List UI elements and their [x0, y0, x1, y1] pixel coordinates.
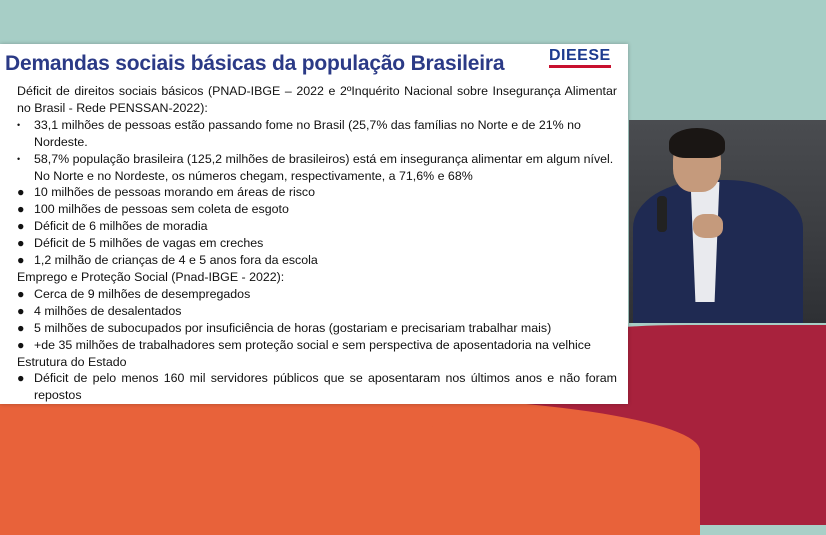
speaker-hair	[669, 128, 725, 158]
list-item: ● 100 milhões de pessoas sem coleta de esgoto	[17, 202, 289, 217]
list-item: ● +de 35 milhões de trabalhadores sem proteção social e sem perspectiva de aposentadoria na velhice	[17, 337, 591, 352]
list-item: ● Déficit de 5 milhões de vagas em creches	[17, 236, 264, 251]
bullet-icon: ●	[17, 320, 25, 335]
section-heading: Estrutura do Estado	[17, 354, 127, 369]
list-item: ● Déficit de 6 milhões de moradia	[17, 219, 208, 234]
list-item: ● 5 milhões de subocupados por insuficiência de horas (gostariam e precisariam trabalhar mais)	[17, 320, 552, 335]
bullet-icon: ●	[17, 202, 25, 217]
microphone-icon	[657, 196, 667, 232]
slide-title: Demandas sociais básicas da população Brasileira	[5, 52, 505, 75]
bullet-icon: •	[17, 153, 21, 164]
bullet-icon: ●	[17, 337, 25, 352]
section-heading: Emprego e Proteção Social (Pnad-IBGE - 2022):	[17, 269, 285, 284]
list-item: ● Cerca de 9 milhões de desempregados	[17, 286, 251, 301]
dieese-logo: DIEESE	[549, 48, 611, 68]
bullet-icon: ●	[17, 236, 25, 251]
bullet-icon: ●	[17, 371, 25, 386]
speaker-video	[629, 120, 826, 323]
slide-content	[17, 83, 617, 404]
list-item: ● 4 milhões de desalentados	[17, 303, 182, 318]
bullet-icon: ●	[17, 185, 25, 200]
list-item: • 58,7% população brasileira (125,2 milhões de brasileiros) está em insegurança alimentar em algum nível. No Norte e no Nordeste, os números chegam, respectivamente, a 71,6% e 68%	[17, 151, 614, 183]
presentation-slide	[0, 44, 628, 404]
bullet-icon: ●	[17, 219, 25, 234]
bullet-icon: ●	[17, 253, 25, 268]
speaker-hand	[693, 214, 723, 238]
list-item: ● 1,2 milhão de crianças de 4 e 5 anos fora da escola	[17, 253, 318, 268]
intro-paragraph: Déficit de direitos sociais básicos (PNAD-IBGE – 2022 e 2ºInquérito Nacional sobre Insegurança Alimentar no Brasil - Rede PENSSAN-2022):	[17, 84, 617, 115]
bullet-icon: ●	[17, 286, 25, 301]
list-item: ● Déficit de pelo menos 160 mil servidores públicos que se aposentaram nos últimos anos e não foram repostos	[17, 371, 617, 403]
bullet-icon: ●	[17, 303, 25, 318]
list-item: ● 10 milhões de pessoas morando em áreas de risco	[17, 185, 316, 200]
list-item: • 33,1 milhões de pessoas estão passando fome no Brasil (25,7% das famílias no Norte e de 21% no Nordeste.	[17, 117, 581, 149]
bullet-icon: •	[17, 119, 21, 130]
